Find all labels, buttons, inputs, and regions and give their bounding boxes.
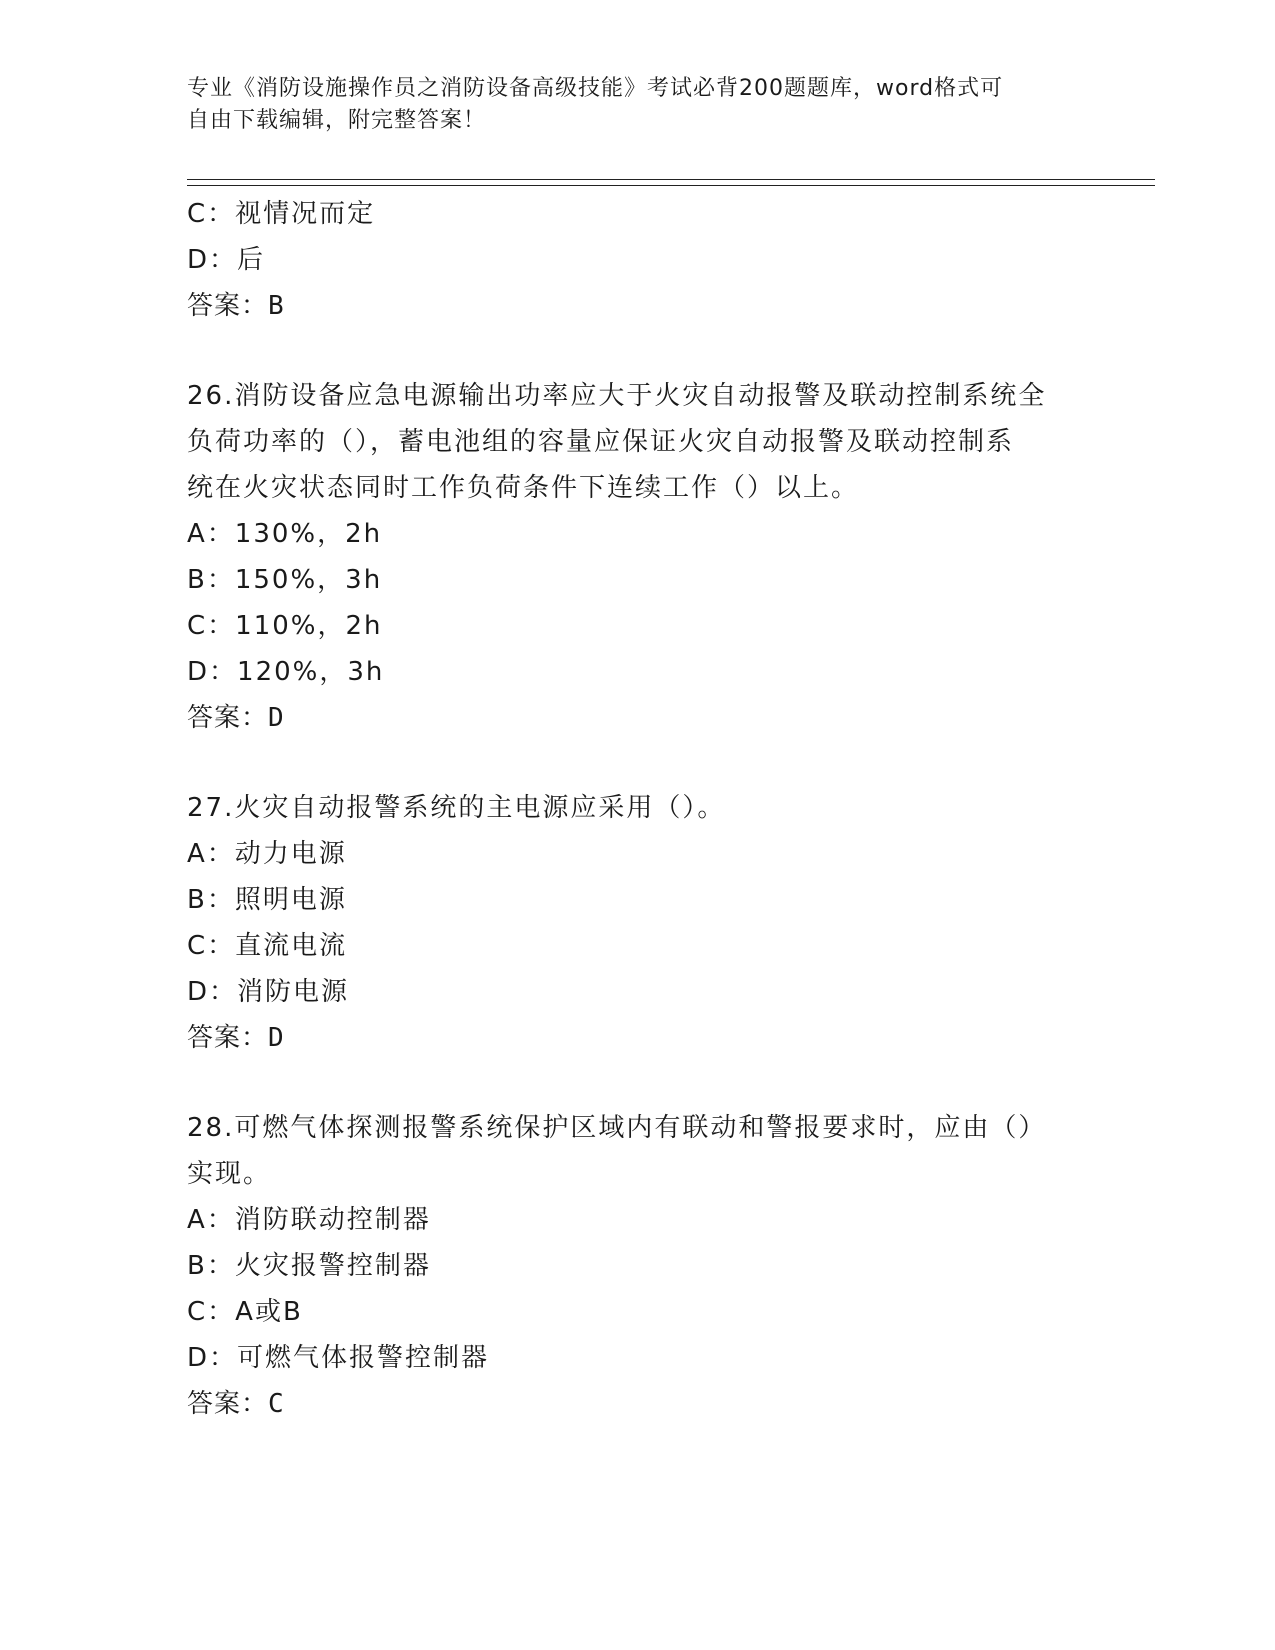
option-d: D：120%，3h — [187, 657, 385, 687]
question-28 — [187, 1105, 1087, 1427]
question-text-line: 26.消防设备应急电源输出功率应大于火灾自动报警及联动控制系统全 — [187, 381, 1047, 411]
option-b: B：150%，3h — [187, 565, 383, 595]
header-line-2: 自由下载编辑，附完整答案！ — [187, 108, 487, 133]
option-d: D：消防电源 — [187, 977, 350, 1007]
option-d: D：可燃气体报警控制器 — [187, 1343, 490, 1373]
option-a: A：130%，2h — [187, 519, 383, 549]
option-b: B：照明电源 — [187, 885, 347, 915]
question-text-line: 实现。 — [187, 1159, 272, 1189]
answer-line: 答案：B — [187, 291, 285, 321]
question-text-line: 27.火灾自动报警系统的主电源应采用（）。 — [187, 793, 726, 823]
option-d: D：后 — [187, 245, 266, 275]
option-a: A：消防联动控制器 — [187, 1205, 431, 1235]
answer-line: 答案：C — [187, 1389, 285, 1419]
option-c: C：A或B — [187, 1297, 303, 1327]
question-text-line: 负荷功率的（），蓄电池组的容量应保证火灾自动报警及联动控制系 — [187, 427, 1015, 457]
question-25-continuation — [187, 191, 1087, 329]
question-text-line: 28.可燃气体探测报警系统保护区域内有联动和警报要求时，应由（） — [187, 1113, 1047, 1143]
document-body — [187, 191, 1087, 1427]
header-line-1: 专业《消防设施操作员之消防设备高级技能》考试必背200题题库，word格式可 — [187, 76, 1004, 101]
question-26 — [187, 373, 1087, 741]
option-b: B：火灾报警控制器 — [187, 1251, 431, 1281]
header-divider-bottom — [187, 185, 1155, 186]
option-c: C：视情况而定 — [187, 199, 376, 229]
option-c: C：110%，2h — [187, 611, 383, 641]
option-c: C：直流电流 — [187, 931, 348, 961]
answer-line: 答案：D — [187, 1023, 285, 1053]
question-27 — [187, 785, 1087, 1061]
header-divider-top — [187, 179, 1155, 180]
question-text-line: 统在火灾状态同时工作负荷条件下连续工作（）以上。 — [187, 473, 860, 503]
document-header — [187, 73, 1067, 137]
option-a: A：动力电源 — [187, 839, 347, 869]
answer-line: 答案：D — [187, 703, 285, 733]
